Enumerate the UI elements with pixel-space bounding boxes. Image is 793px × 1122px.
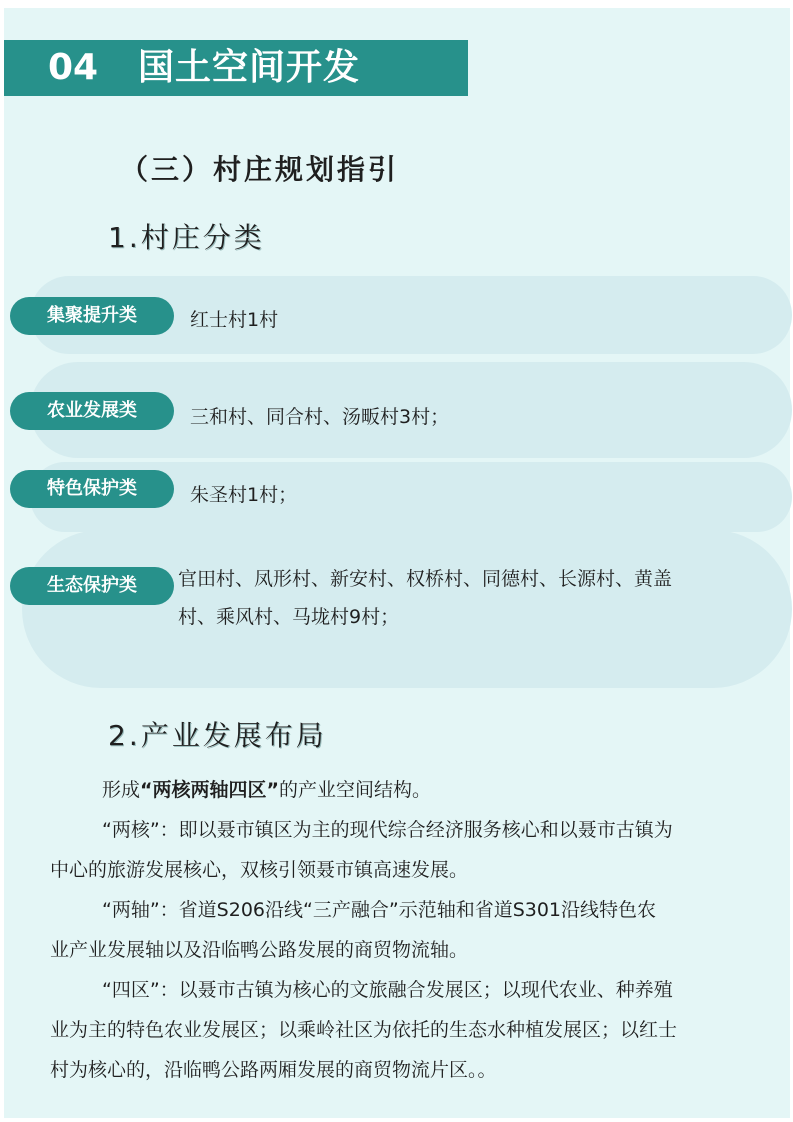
paragraph-line: 业为主的特色农业发展区；以乘岭社区为依托的生态水种植发展区；以红士 (50, 1019, 678, 1041)
category-villages: 红士村1村 (190, 309, 279, 331)
subsection-title-industry-layout: 2.产业发展布局 (108, 719, 327, 752)
category-label-feature-protection: 特色保护类 (10, 470, 174, 508)
category-villages-line: 官田村、凤形村、新安村、权桥村、同德村、长源村、黄盖 (178, 568, 673, 590)
category-row-bg (22, 530, 792, 688)
paragraph-line: 业产业发展轴以及沿临鸭公路发展的商贸物流轴。 (50, 939, 469, 961)
paragraph-line: “两核”：即以聂市镇区为主的现代综合经济服务核心和以聂市古镇为 (102, 819, 673, 841)
category-villages-line: 村、乘风村、马垅村9村； (178, 606, 400, 628)
chapter-banner (4, 40, 468, 96)
intro-bold: “两核两轴四区” (140, 779, 279, 801)
category-villages: 三和村、同合村、汤畈村3村； (190, 406, 450, 428)
paragraph-line: 中心的旅游发展核心，双核引领聂市镇高速发展。 (50, 859, 469, 881)
intro-line (50, 770, 770, 810)
intro-post: 的产业空间结构。 (279, 779, 432, 801)
paragraph-line: “两轴”：省道S206沿线“三产融合”示范轴和省道S301沿线特色农 (102, 899, 657, 921)
chapter-number: 04 (48, 47, 99, 88)
category-label-ecological-protection: 生态保护类 (10, 567, 174, 605)
paragraph-line: “四区”：以聂市古镇为核心的文旅融合发展区；以现代农业、种养殖 (102, 979, 673, 1001)
section-title: （三）村庄规划指引 (120, 153, 400, 186)
category-label-agriculture: 农业发展类 (10, 392, 174, 430)
chapter-title: 国土空间开发 (138, 47, 361, 88)
category-label-cluster-upgrade: 集聚提升类 (10, 297, 174, 335)
subsection-title-village-classification: 1.村庄分类 (108, 221, 265, 254)
category-villages: 朱圣村1村； (190, 484, 298, 506)
paragraph-line: 村为核心的，沿临鸭公路两厢发展的商贸物流片区。。 (50, 1059, 497, 1081)
industry-description (50, 770, 770, 1090)
intro-pre: 形成 (102, 779, 141, 801)
